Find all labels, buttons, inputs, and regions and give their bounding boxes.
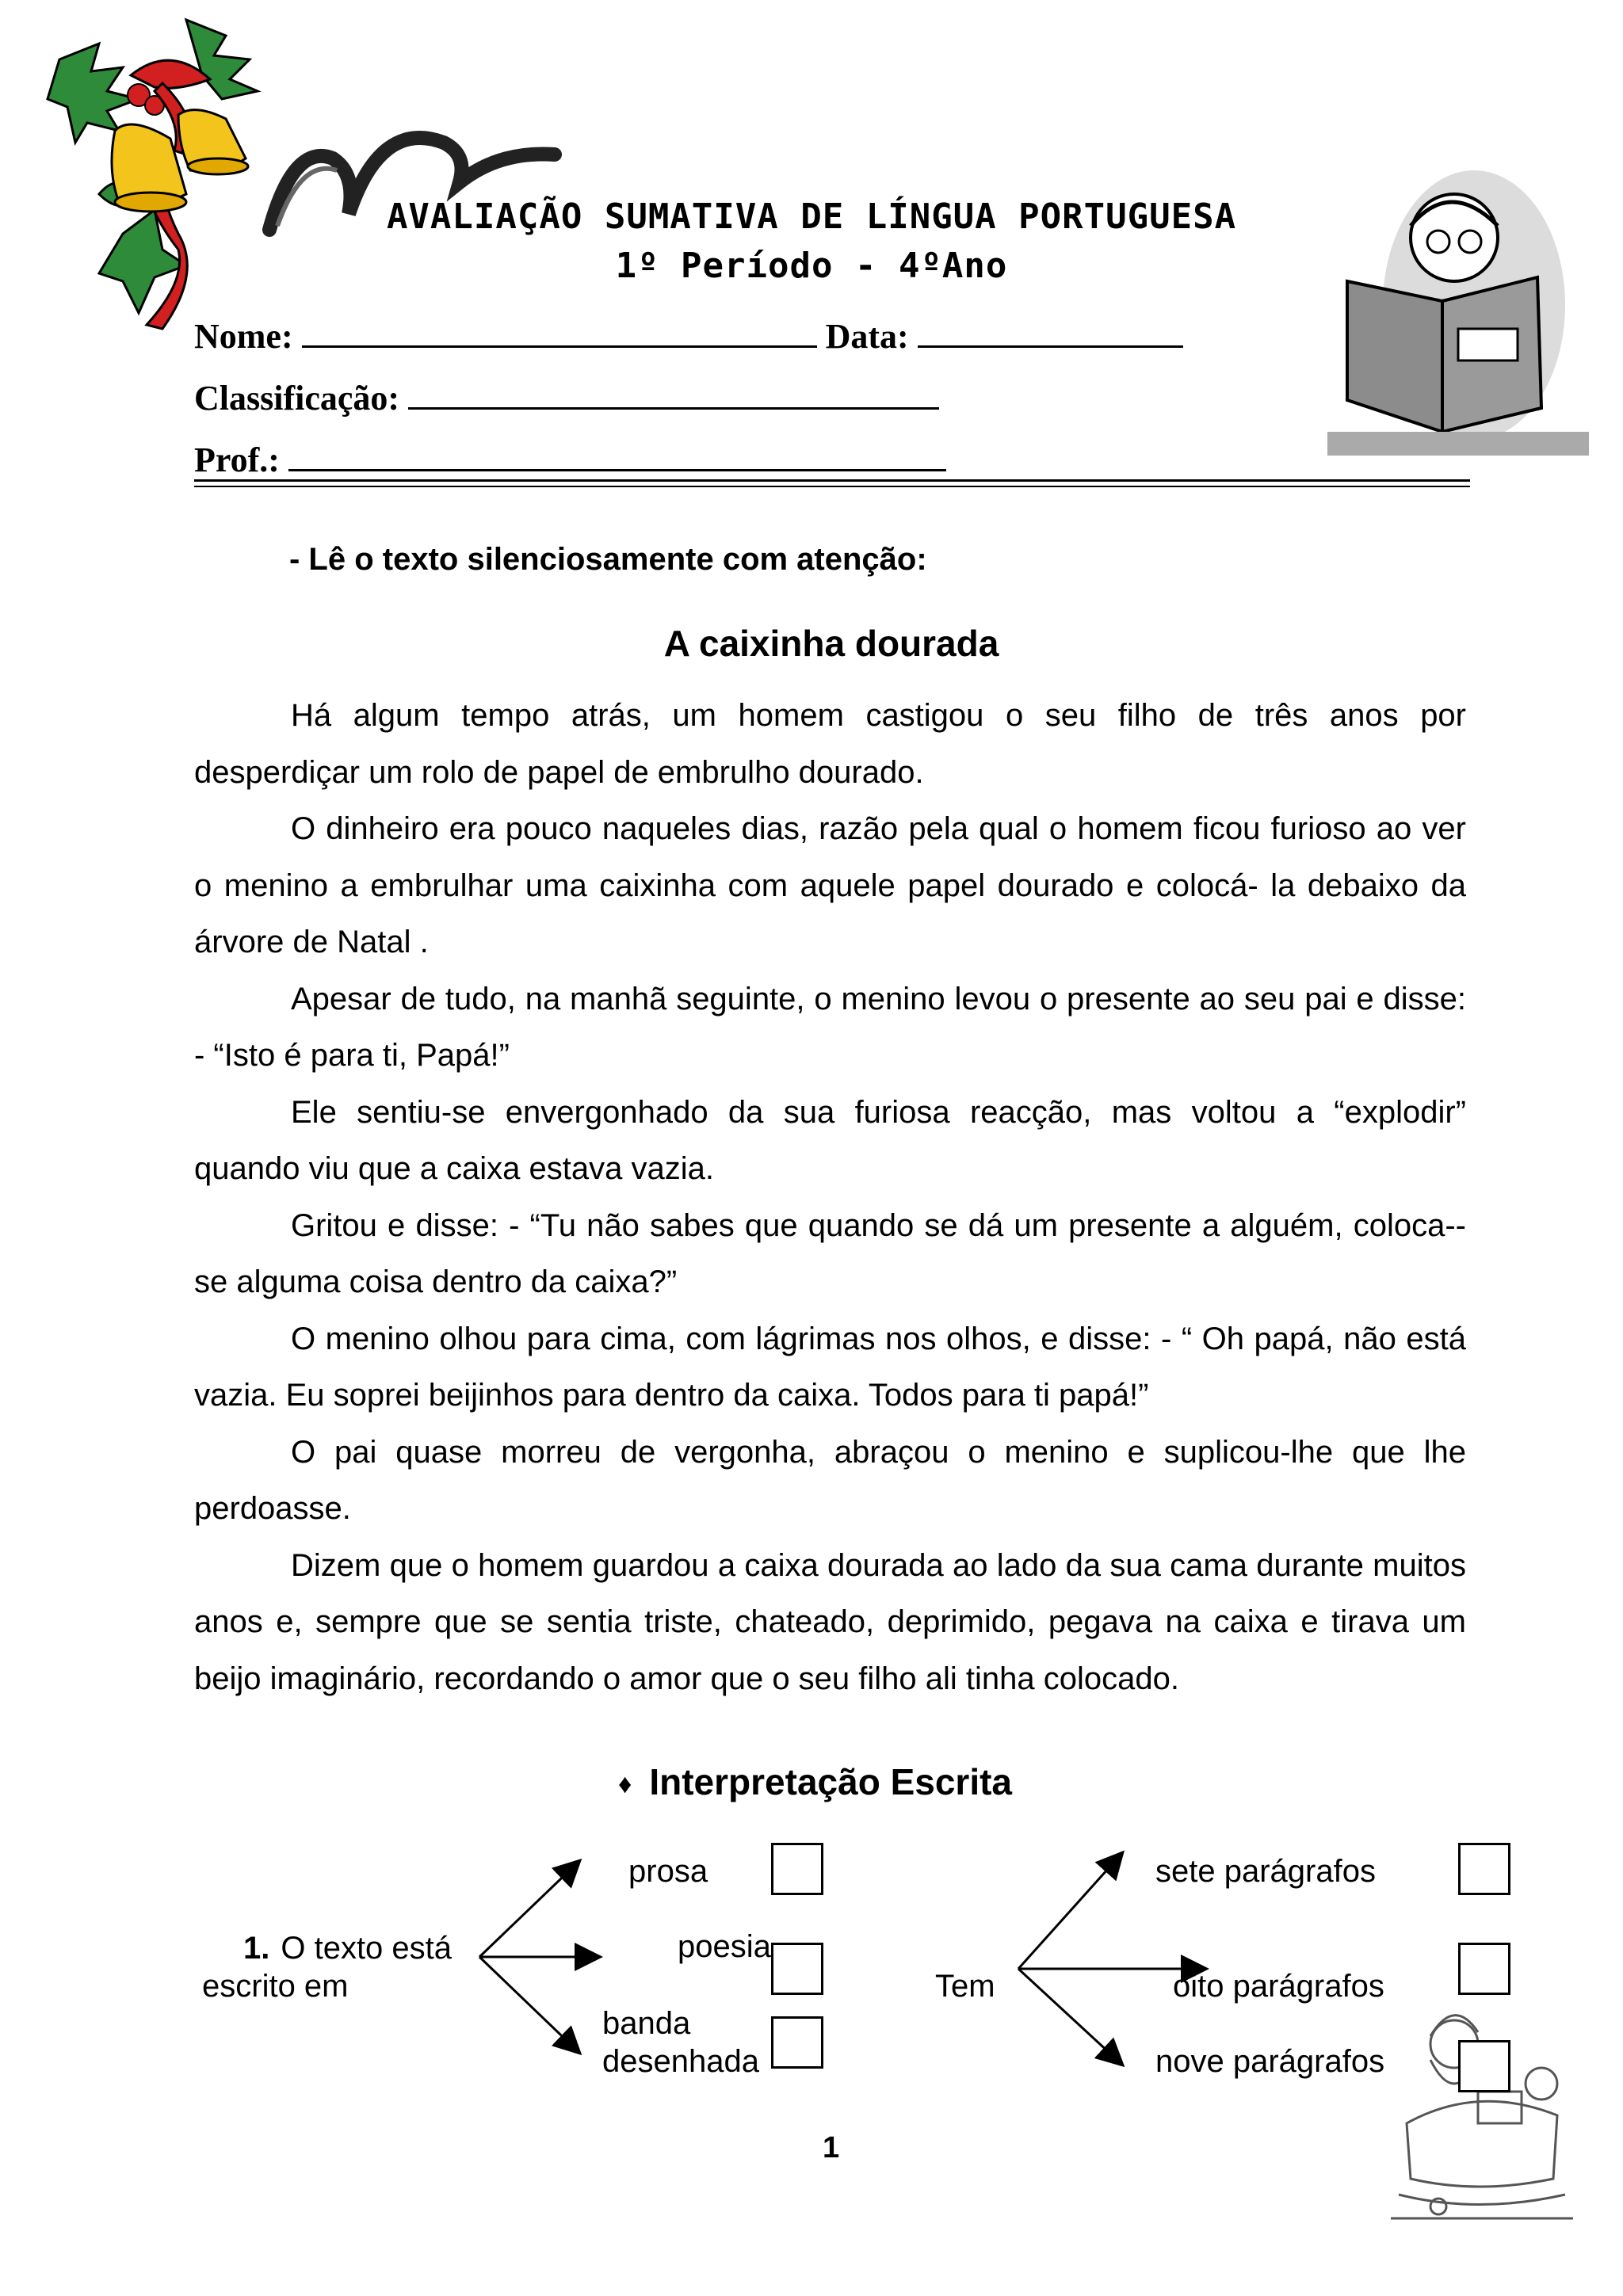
santa-sleigh-icon: [1383, 1997, 1581, 2234]
story-paragraph: O menino olhou para cima, com lágrimas nos olhos, e disse: - “ Oh papá, não está vazia. Eu soprei beijinhos para dentro da caixa. Todos para ti papá!”: [194, 1321, 1466, 1413]
checkbox-banda-desenhada[interactable]: [771, 2016, 823, 2069]
teacher-label: Prof.:: [194, 441, 280, 479]
question-stem-text: O texto está: [281, 1931, 453, 1966]
date-field[interactable]: [918, 315, 1183, 348]
stem-tem: Tem: [935, 1969, 995, 2004]
checkbox-prosa[interactable]: [771, 1843, 823, 1895]
option-sete: sete parágrafos: [1155, 1854, 1376, 1889]
question-1-stem: [202, 1929, 452, 2005]
story-paragraph: Há algum tempo atrás, um homem castigou o seu filho de três anos por desperdiçar um rolo de papel de embrulho dourado.: [194, 698, 1466, 790]
question-stem-line-2: escrito em: [202, 1969, 349, 2004]
section-title: Interpretação Escrita: [649, 1761, 1013, 1802]
section-heading: [618, 1760, 1012, 1803]
story-paragraph: Ele sentiu-se envergonhado da sua furiosa reacção, mas voltou a “explodir” quando viu que a caixa estava vazia.: [194, 1094, 1466, 1186]
option-banda: banda: [602, 2006, 691, 2041]
story-paragraph: O pai quase morreu de vergonha, abraçou o menino e suplicou-lhe que lhe perdoasse.: [194, 1434, 1466, 1526]
exam-title: AVALIAÇÃO SUMATIVA DE LÍNGUA PORTUGUESA: [386, 196, 1237, 237]
story-paragraph: Apesar de tudo, na manhã seguinte, o menino levou o presente ao seu pai e disse: - “Isto é para ti, Papá!”: [194, 981, 1466, 1073]
option-poesia: poesia: [678, 1929, 771, 1964]
date-label: Data:: [825, 317, 909, 356]
exam-subtitle: 1º Período - 4ºAno: [615, 246, 1008, 286]
teacher-field[interactable]: [288, 439, 946, 471]
option-nove: nove parágrafos: [1155, 2044, 1385, 2079]
option-banda-desenhada: [602, 2004, 759, 2081]
name-label: Nome:: [194, 317, 293, 356]
header-divider: [194, 479, 1470, 487]
christmas-bells-icon: [44, 12, 297, 345]
option-prosa: prosa: [628, 1854, 708, 1889]
checkbox-sete[interactable]: [1458, 1843, 1510, 1895]
story-paragraph: O dinheiro era pouco naqueles dias, razão pela qual o homem ficou furioso ao ver o menino a embrulhar uma caixinha com aquele papel dourado e colocá- la debaixo da árvore de Natal .: [194, 811, 1466, 959]
option-oito: oito parágrafos: [1173, 1969, 1384, 2004]
story-paragraph: Gritou e disse: - “Tu não sabes que quando se dá um presente a alguém, coloca--se alguma coisa dentro da caixa?”: [194, 1207, 1466, 1299]
story-paragraph: Dizem que o homem guardou a caixa dourada ao lado da sua cama durante muitos anos e, sempre que se sentia triste, chateado, deprimido, pegava na caixa e tirava um beijo imaginário, recordando o amor que o seu filho ali tinha colocado.: [194, 1547, 1466, 1696]
story-body: [194, 688, 1466, 1707]
name-date-row: [194, 315, 1183, 357]
teacher-row: [194, 439, 946, 480]
diamond-bullet-icon: ♦: [618, 1769, 632, 1800]
question-stem-line: [202, 1929, 452, 1967]
page-number: 1: [823, 2131, 840, 2164]
option-desenhada: desenhada: [602, 2044, 759, 2079]
question-number: 1.: [243, 1931, 270, 1966]
name-field[interactable]: [302, 315, 817, 348]
checkbox-oito[interactable]: [1458, 1943, 1510, 1995]
grade-field[interactable]: [408, 377, 939, 410]
checkbox-poesia[interactable]: [771, 1943, 823, 1995]
instruction: - Lê o texto silenciosamente com atenção:: [289, 542, 927, 577]
branch-arrows-a: [468, 1846, 618, 2068]
checkbox-nove[interactable]: [1458, 2040, 1510, 2092]
grade-row: [194, 377, 939, 418]
grade-label: Classificação:: [194, 379, 400, 418]
story-title: A caixinha dourada: [663, 623, 999, 664]
